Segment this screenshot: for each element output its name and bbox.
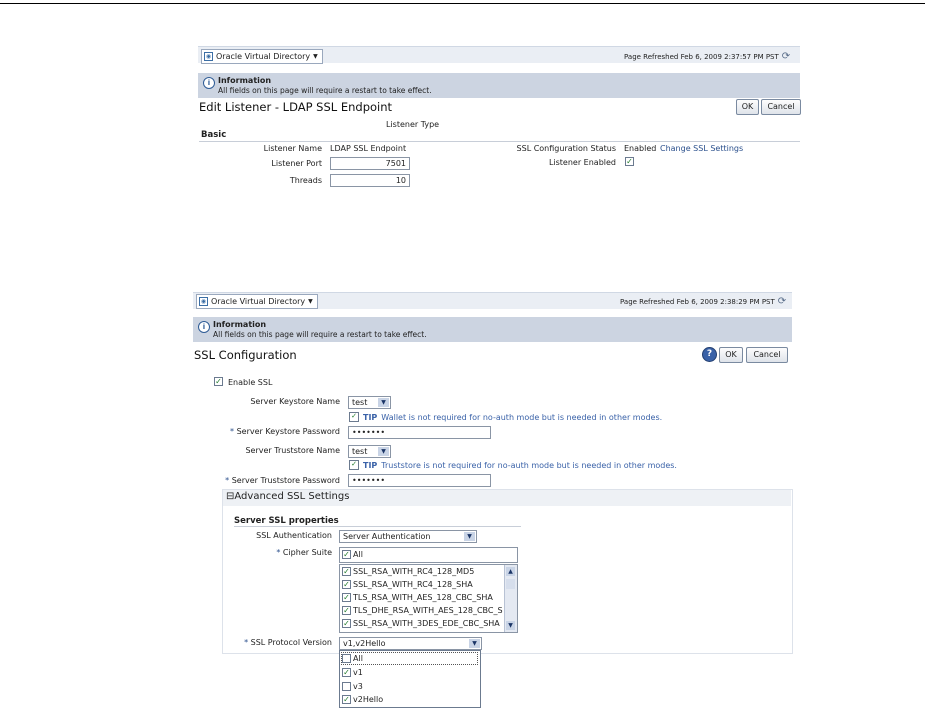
scroll-thumb[interactable]: [506, 579, 515, 589]
refresh-icon[interactable]: ⟳: [777, 296, 787, 307]
label-text: Server Truststore Password: [231, 476, 340, 485]
info-text: All fields on this page will require a restart to take effect.: [213, 330, 427, 339]
cipher-scrollbar[interactable]: [504, 565, 517, 632]
tip-label: TIP: [363, 412, 378, 422]
bottom-ok-button[interactable]: OK: [719, 347, 743, 363]
select-value: v1,v2Hello: [343, 639, 386, 648]
chevron-down-icon: ▼: [313, 53, 318, 60]
protocol-option-all[interactable]: [341, 652, 478, 665]
required-mark: *: [276, 548, 281, 557]
ssl-protocol-label: [244, 638, 332, 647]
cipher-option[interactable]: [342, 592, 493, 603]
select-value: test: [352, 398, 368, 407]
truststore-password-label: [225, 476, 340, 485]
menu-label: Oracle Virtual Directory: [216, 52, 311, 61]
cipher-suite-list[interactable]: [339, 564, 518, 633]
chevron-down-icon: ▼: [469, 639, 480, 648]
option-label: All: [353, 654, 363, 663]
cipher-option[interactable]: [342, 566, 474, 577]
top-virtual-directory-menu[interactable]: [201, 49, 323, 64]
checkbox[interactable]: ✓: [343, 593, 350, 602]
checkbox[interactable]: ✓: [343, 550, 350, 559]
checkbox[interactable]: ✓: [343, 606, 350, 615]
ssl-status-label: SSL Configuration Status: [516, 144, 616, 153]
checkbox[interactable]: ✓: [343, 668, 350, 677]
threads-label: Threads: [289, 176, 322, 185]
option-label: SSL_RSA_WITH_RC4_128_SHA: [353, 580, 473, 589]
cipher-option[interactable]: [342, 605, 503, 616]
label-text: Cipher Suite: [282, 548, 332, 557]
listener-type-label: Listener Type: [386, 120, 440, 129]
ssl-authentication-label: SSL Authentication: [256, 531, 332, 540]
chevron-down-icon: ▼: [378, 447, 389, 456]
info-icon: i: [203, 77, 215, 89]
bottom-refresh-status: [620, 296, 786, 307]
chevron-down-icon: ▼: [308, 298, 313, 305]
collapse-icon: ⊟: [226, 491, 235, 502]
protocol-option-v3[interactable]: [342, 681, 363, 692]
top-refresh-status: [624, 51, 790, 62]
option-label: v1: [353, 668, 363, 677]
keystore-name-select[interactable]: [348, 396, 391, 409]
truststore-password-input[interactable]: •••••••: [348, 474, 491, 487]
top-info-box: [198, 73, 800, 98]
bottom-cancel-button[interactable]: Cancel: [746, 347, 788, 363]
cipher-suite-label: [276, 548, 332, 557]
info-icon: i: [198, 321, 210, 333]
option-label: TLS_RSA_WITH_AES_128_CBC_SHA: [353, 593, 493, 602]
keystore-password-input[interactable]: •••••••: [348, 426, 491, 439]
refresh-text: Page Refreshed Feb 6, 2009 2:37:57 PM PST: [624, 52, 779, 61]
required-mark: *: [225, 476, 230, 485]
refresh-text: Page Refreshed Feb 6, 2009 2:38:29 PM PST: [620, 297, 775, 306]
option-label: All: [353, 550, 363, 559]
change-ssl-settings-link[interactable]: Change SSL Settings: [660, 144, 744, 153]
basic-section-title: Basic: [201, 130, 227, 140]
bottom-page-title: SSL Configuration: [194, 348, 297, 362]
info-text: All fields on this page will require a restart to take effect.: [218, 86, 432, 95]
server-ssl-divider: [234, 526, 521, 527]
protocol-option-v1[interactable]: [342, 667, 363, 678]
info-title: Information: [218, 76, 272, 85]
chevron-down-icon: ▼: [378, 398, 389, 407]
checkbox[interactable]: ✓: [343, 695, 350, 704]
listener-port-label: Listener Port: [271, 159, 322, 168]
checkbox[interactable]: [342, 654, 351, 663]
truststore-tip: [349, 460, 677, 470]
keystore-name-label: Server Keystore Name: [250, 397, 340, 406]
page-top-border: [0, 3, 925, 4]
listener-port-input[interactable]: 7501: [330, 157, 410, 170]
option-label: SSL_RSA_WITH_RC4_128_MD5: [353, 567, 475, 576]
option-label: TLS_DHE_RSA_WITH_AES_128_CBC_S: [353, 606, 503, 615]
truststore-name-label: Server Truststore Name: [245, 446, 340, 455]
ssl-status-value: Enabled: [624, 144, 657, 153]
cipher-option[interactable]: [342, 579, 473, 590]
ssl-authentication-select[interactable]: [339, 530, 477, 543]
advanced-ssl-title[interactable]: [226, 491, 349, 502]
tip-check-icon: ✓: [349, 412, 359, 422]
top-cancel-button[interactable]: Cancel: [761, 99, 801, 115]
bottom-info-box: [193, 317, 792, 342]
tip-text: Wallet is not required for no-auth mode but is needed in other modes.: [381, 412, 663, 422]
advanced-ssl-label: Advanced SSL Settings: [234, 491, 350, 502]
help-icon[interactable]: ?: [702, 347, 717, 362]
listener-enabled-checkbox[interactable]: ✓: [626, 157, 633, 166]
scroll-up-icon[interactable]: ▲: [506, 567, 515, 576]
option-label: v3: [353, 682, 363, 691]
enable-ssl-label: Enable SSL: [228, 378, 273, 387]
cipher-all-option[interactable]: [342, 549, 363, 560]
enable-ssl-checkbox[interactable]: ✓: [215, 377, 222, 386]
info-title: Information: [213, 320, 267, 329]
keystore-password-label: [230, 427, 340, 436]
checkbox[interactable]: [342, 682, 351, 691]
ssl-protocol-select[interactable]: [339, 637, 482, 650]
select-value: Server Authentication: [343, 532, 431, 541]
tip-check-icon: ✓: [349, 460, 359, 470]
listener-name-value: LDAP SSL Endpoint: [330, 144, 407, 153]
required-mark: *: [244, 638, 249, 647]
cipher-all-box[interactable]: [339, 547, 518, 563]
listener-name-label: Listener Name: [263, 144, 322, 153]
basic-divider: [199, 141, 800, 142]
cipher-option[interactable]: [342, 618, 500, 629]
threads-input[interactable]: 10: [330, 174, 410, 187]
keystore-tip: [349, 412, 662, 422]
target-icon: ◉: [205, 52, 212, 60]
bottom-virtual-directory-menu[interactable]: [196, 294, 318, 309]
ssl-protocol-dropdown[interactable]: [339, 650, 481, 708]
protocol-option-v2hello[interactable]: [342, 694, 383, 705]
top-ok-button[interactable]: OK: [736, 99, 759, 115]
required-mark: *: [230, 427, 235, 436]
top-page-title: Edit Listener - LDAP SSL Endpoint: [199, 100, 393, 114]
checkbox[interactable]: ✓: [343, 580, 350, 589]
option-label: v2Hello: [353, 695, 384, 704]
listener-enabled-label: Listener Enabled: [548, 158, 616, 167]
select-value: test: [352, 447, 368, 456]
refresh-icon[interactable]: ⟳: [781, 51, 791, 62]
label-text: Server Keystore Password: [236, 427, 340, 436]
label-text: SSL Protocol Version: [250, 638, 332, 647]
target-icon: ◉: [200, 297, 207, 305]
scroll-down-icon[interactable]: ▼: [506, 621, 515, 630]
chevron-down-icon: ▼: [464, 532, 475, 541]
tip-text: Truststore is not required for no-auth mode but is needed in other modes.: [381, 460, 677, 470]
checkbox[interactable]: ✓: [343, 619, 350, 628]
option-label: SSL_RSA_WITH_3DES_EDE_CBC_SHA: [353, 619, 500, 628]
tip-label: TIP: [363, 460, 378, 470]
checkbox[interactable]: ✓: [343, 567, 350, 576]
server-ssl-properties-title: Server SSL properties: [234, 516, 339, 526]
menu-label: Oracle Virtual Directory: [211, 297, 306, 306]
truststore-name-select[interactable]: [348, 445, 391, 458]
